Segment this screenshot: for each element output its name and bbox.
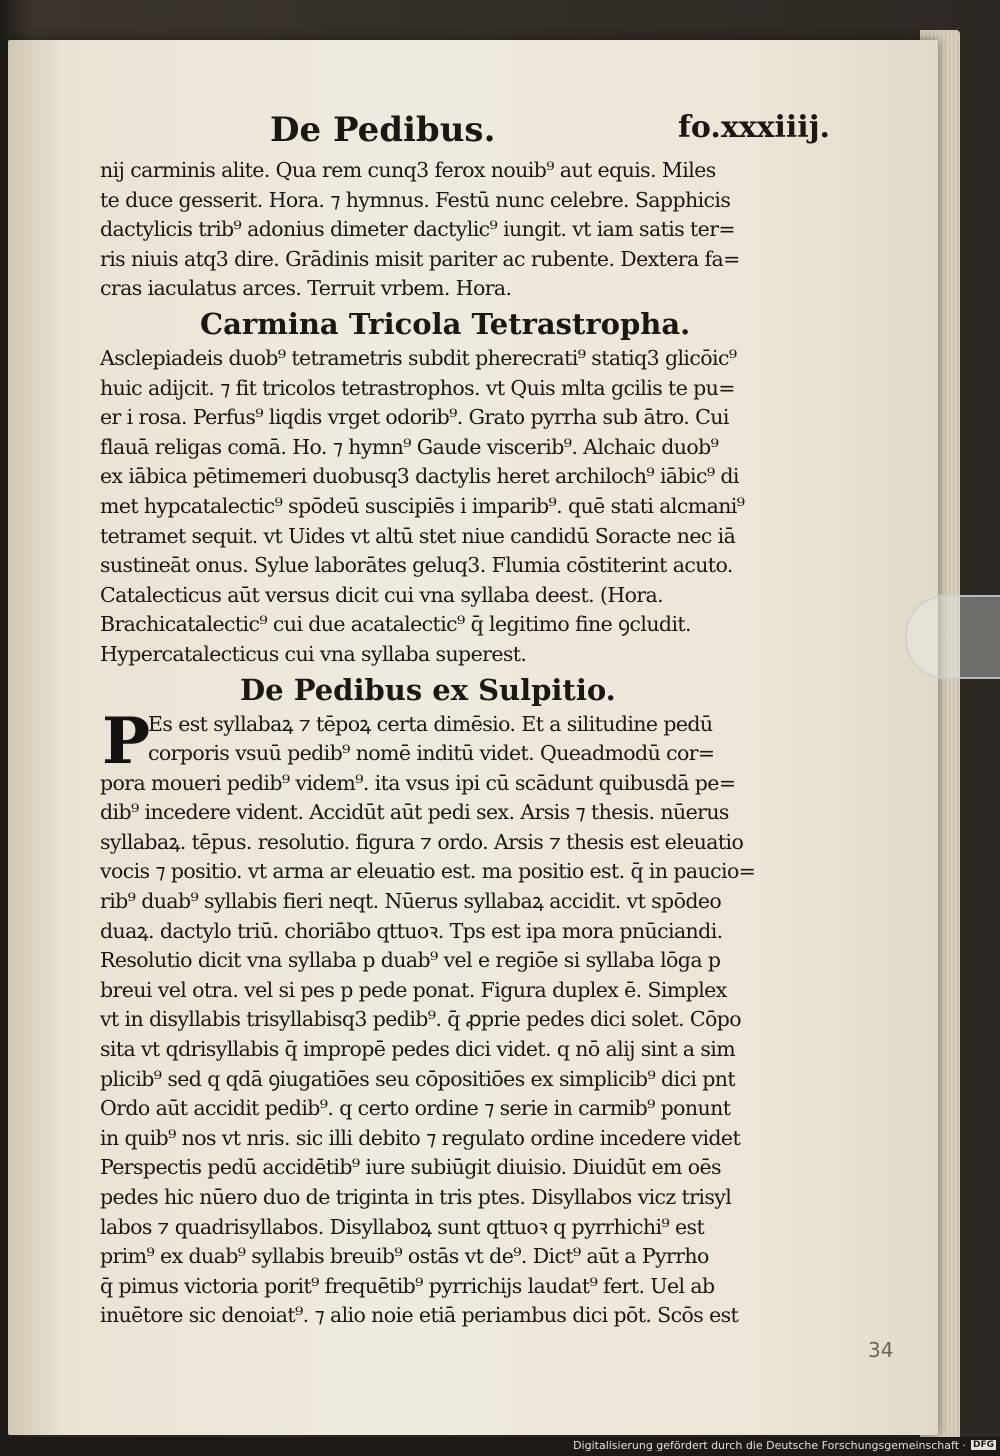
section-3 [100, 798, 830, 1331]
drop-capital: P [102, 703, 151, 779]
text-line: q̄ pimus victoria porit⁹ frequētib⁹ pyrrichijs laudat⁹ fert. Uel ab [100, 1273, 715, 1298]
text-line: vt in disyllabis trisyllabisq3 pedib⁹. q̄ ꝓprie pedes dici solet. Cōpo [100, 1007, 741, 1032]
text-line: met hypcatalectic⁹ spōdeū suscipiēs i imparib⁹. quē stati alcmani⁹ [100, 493, 745, 518]
folio-number: fo.xxxiiij. [678, 110, 830, 145]
text-line: syllabaꝝ. tēpus. resolutio. figura ⁊ ordo. Arsis ⁊ thesis est eleuatio [100, 829, 744, 854]
text-line: in quib⁹ nos vt nris. sic illi debito ⁊ regulato ordine incedere videt [100, 1125, 741, 1150]
section-2 [100, 344, 830, 670]
text-line: prim⁹ ex duab⁹ syllabis breuib⁹ ostās vt de⁹. Dict⁹ aūt a Pyrrho [100, 1244, 709, 1269]
text-line: Hypercatalecticus cui vna syllaba superest. [100, 641, 527, 666]
section-heading: Carmina Tricola Tetrastropha. [200, 306, 691, 341]
text-line: dib⁹ incedere vident. Accidūt aūt pedi sex. Arsis ⁊ thesis. nūerus [100, 800, 729, 825]
text-line: Brachicatalectic⁹ cui due acatalectic⁹ q̄ legitimo fine ꝯcludit. [100, 612, 691, 637]
text-line: inuētore sic denoiat⁹. ⁊ alio noie etiā periambus dici pōt. Scōs est [100, 1303, 739, 1328]
section-heading: De Pedibus ex Sulpitio. [240, 672, 616, 707]
text-line: labos ⁊ quadrisyllabos. Disyllaboꝝ sunt qttuoꝛ q pyrrhichi⁹ est [100, 1214, 705, 1239]
paper-clip [905, 595, 1000, 679]
text-line: ex iābica pētimemeri duobusq3 dactylis heret archiloch⁹ iābic⁹ di [100, 464, 739, 489]
section-3-opening [100, 703, 830, 799]
text-line: dactylicis trib⁹ adonius dimeter dactylic⁹ iungit. vt iam satis ter= [100, 217, 735, 242]
text-line: plicib⁹ sed q qdā ꝯiugatiōes seu cōpositiōes ex simplicib⁹ dici pnt [100, 1066, 735, 1091]
text-line: flauā religas comā. Ho. ⁊ hymn⁹ Gaude viscerib⁹. Alchaic duob⁹ [100, 434, 719, 459]
text-line: rib⁹ duab⁹ syllabis fieri neqt. Nūerus syllabaꝝ accidit. vt spōdeo [100, 889, 722, 914]
text-line: Asclepiadeis duob⁹ tetrametris subdit pherecrati⁹ statiq3 glicōic⁹ [100, 345, 737, 370]
text-line: cras iaculatus arces. Terruit vrbem. Hora. [100, 276, 512, 301]
text-line: duaꝝ. dactylo triū. choriābo qttuoꝛ. Tps est ipa mora pnūciandi. [100, 918, 723, 943]
text-line: vocis ⁊ positio. vt arma ar eleuatio est. ma positio est. q̄ in paucio= [100, 859, 756, 884]
text-line: Es est syllabaꝝ ⁊ tēpoꝝ certa dimēsio. Et a silitudine pedū [148, 711, 713, 736]
text-line: sustineāt onus. Sylue laborātes geluq3. Flumia cōstiterint acuto. [100, 553, 733, 578]
text-line: pedes hic nūero duo de triginta in tris ptes. Disyllabos vicz trisyl [100, 1185, 732, 1209]
running-header [100, 110, 830, 156]
pencil-page-number: 34 [868, 1338, 894, 1362]
dfg-logo: DFG [972, 1440, 994, 1450]
text-line: nij carminis alite. Qua rem cunq3 ferox nouib⁹ aut equis. Miles [100, 158, 716, 182]
section-1 [100, 156, 830, 304]
text-line: pora moueri pedib⁹ videm⁹. ita vsus ipi cū scādunt quibusdā pe= [100, 770, 736, 795]
text-line: ris niuis atq3 dire. Grādinis misit pariter ac rubente. Dextera fa= [100, 246, 740, 271]
text-line: Catalecticus aūt versus dicit cui vna syllaba deest. (Hora. [100, 582, 664, 607]
text-line: Resolutio dicit vna syllaba p duab⁹ vel e regiōe si syllaba lōga p [100, 948, 721, 973]
text-line: corporis vsuū pedib⁹ nomē inditū videt. Queadmodū cor= [148, 741, 715, 766]
text-line: breui vel otra. vel si pes p pede ponat. Figura duplex ē. Simplex [100, 977, 727, 1002]
text-line: Perspectis pedū accidētib⁹ iure subiūgit diuisio. Diuidūt em oēs [100, 1155, 721, 1180]
page-text [100, 110, 830, 1331]
text-line: sita vt qdrisyllabis q̄ impropē pedes dici videt. q nō alij sint a sim [100, 1037, 736, 1062]
text-line: huic adijcit. ⁊ fit tricolos tetrastrophos. vt Quis mlta gcilis te pu= [100, 375, 735, 400]
text-line: te duce gesserit. Hora. ⁊ hymnus. Festū nunc celebre. Sapphicis [100, 187, 731, 212]
footer-bar [0, 1437, 1000, 1456]
text-line: er i rosa. Perfus⁹ liqdis vrget odorib⁹. Grato pyrrha sub ātro. Cui [100, 405, 729, 430]
funding-credit: Digitalisierung gefördert durch die Deutsche Forschungsgemeinschaft · [573, 1439, 966, 1452]
text-line: tetramet sequit. vt Uides vt altū stet niue candidū Soracte nec iā [100, 523, 736, 548]
running-title: De Pedibus. [270, 110, 496, 150]
text-line: Ordo aūt accidit pedib⁹. q certo ordine ⁊ serie in carmib⁹ ponunt [100, 1096, 731, 1121]
